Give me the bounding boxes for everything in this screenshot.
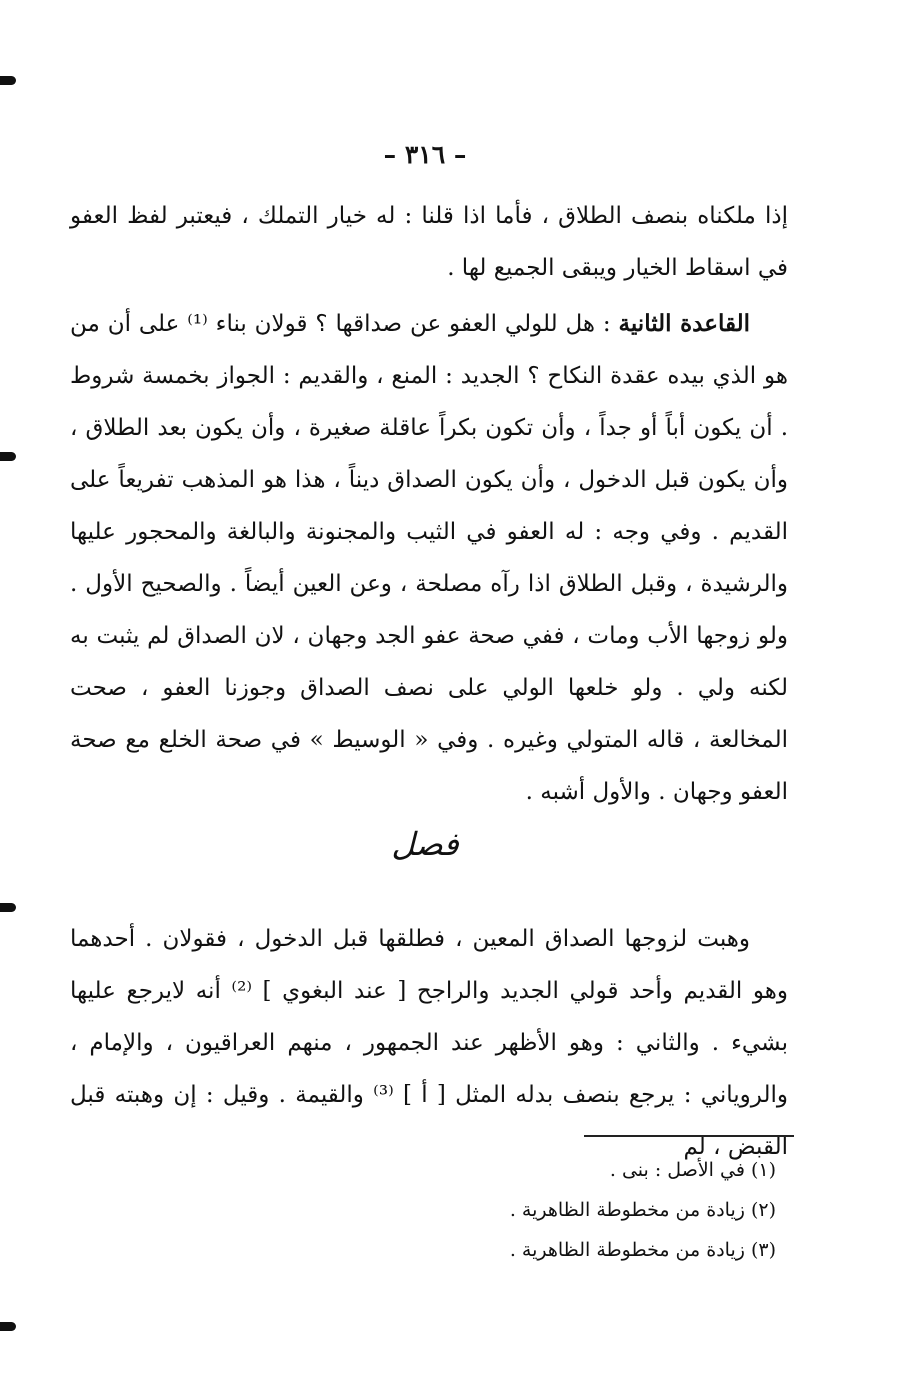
footnote-2: (٢) زيادة من مخطوطة الظاهرية . xyxy=(509,1199,776,1221)
footnote-3: (٣) زيادة من مخطوطة الظاهرية . xyxy=(509,1239,776,1261)
footnote-1: (١) في الأصل : بنى . xyxy=(609,1159,776,1181)
scan-edge-mark xyxy=(0,76,16,85)
paragraph-second-rule xyxy=(70,298,788,818)
paragraph-continuation xyxy=(70,190,788,294)
paragraph-2 xyxy=(70,298,788,818)
paragraph-gift-of-dowry xyxy=(70,913,788,1173)
paragraph-2-text: : هل للولي العفو عن صداقها ؟ قولان بناء ⁽¹⁾ على أن من هو الذي بيده عقدة النكاح ؟ الجديد : المنع ، والقديم : الجواز بخمسة شروط . أن يكون أباً أو جداً ، وأن تكون بكراً عاقلة صغيرة ، وأن يكون بعد الطلاق ، وأن يكون قبل الدخول ، وأن يكون الصداق ديناً ، هذا هو المذهب تفريعاً على القديم . وفي وجه : له العفو في الثيب والمجنونة والبالغة والمحجور عليها والرشيدة ، وقبل الطلاق اذا رآه مصلحة ، وعن العين أيضاً . والصحيح الأول . ولو زوجها الأب ومات ، ففي صحة عفو الجد وجهان ، لان الصداق لم يثبت به لكنه ولي . ولو خلعها الولي على نصف الصداق وجوزنا العفو ، صحت المخالعة ، قاله المتولي وغيره . وفي « الوسيط » في صحة الخلع مع صحة العفو وجهان . والأول أشبه . xyxy=(70,311,788,805)
footnote-divider xyxy=(584,1135,794,1137)
footnotes-list xyxy=(176,1150,776,1270)
scan-edge-mark xyxy=(0,1322,16,1331)
section-heading: فصل xyxy=(391,825,459,863)
paragraph-1-text: إذا ملكناه بنصف الطلاق ، فأما اذا قلنا : له خيار التملك ، فيعتبر لفظ العفو في اسقاط الخيار ويبقى الجميع لها . xyxy=(70,203,788,281)
scan-edge-mark xyxy=(0,903,16,912)
paragraph-3-text: وهبت لزوجها الصداق المعين ، فطلقها قبل الدخول ، فقولان . أحدهما وهو القديم وأحد قولي الجديد والراجح [ عند البغوي ] ⁽²⁾ أنه لايرجع عليها بشيء . والثاني : وهو الأظهر عند الجمهور ، منهم العراقيون ، والإمام ، والروياني : يرجع بنصف بدله المثل [ أ ] ⁽³⁾ والقيمة . وقيل : إن وهبته قبل القبض ، لم xyxy=(70,926,788,1160)
scan-edge-mark xyxy=(0,452,16,461)
rule-title: القاعدة الثانية xyxy=(618,310,750,337)
page-number: – ٣١٦ – xyxy=(383,140,467,169)
